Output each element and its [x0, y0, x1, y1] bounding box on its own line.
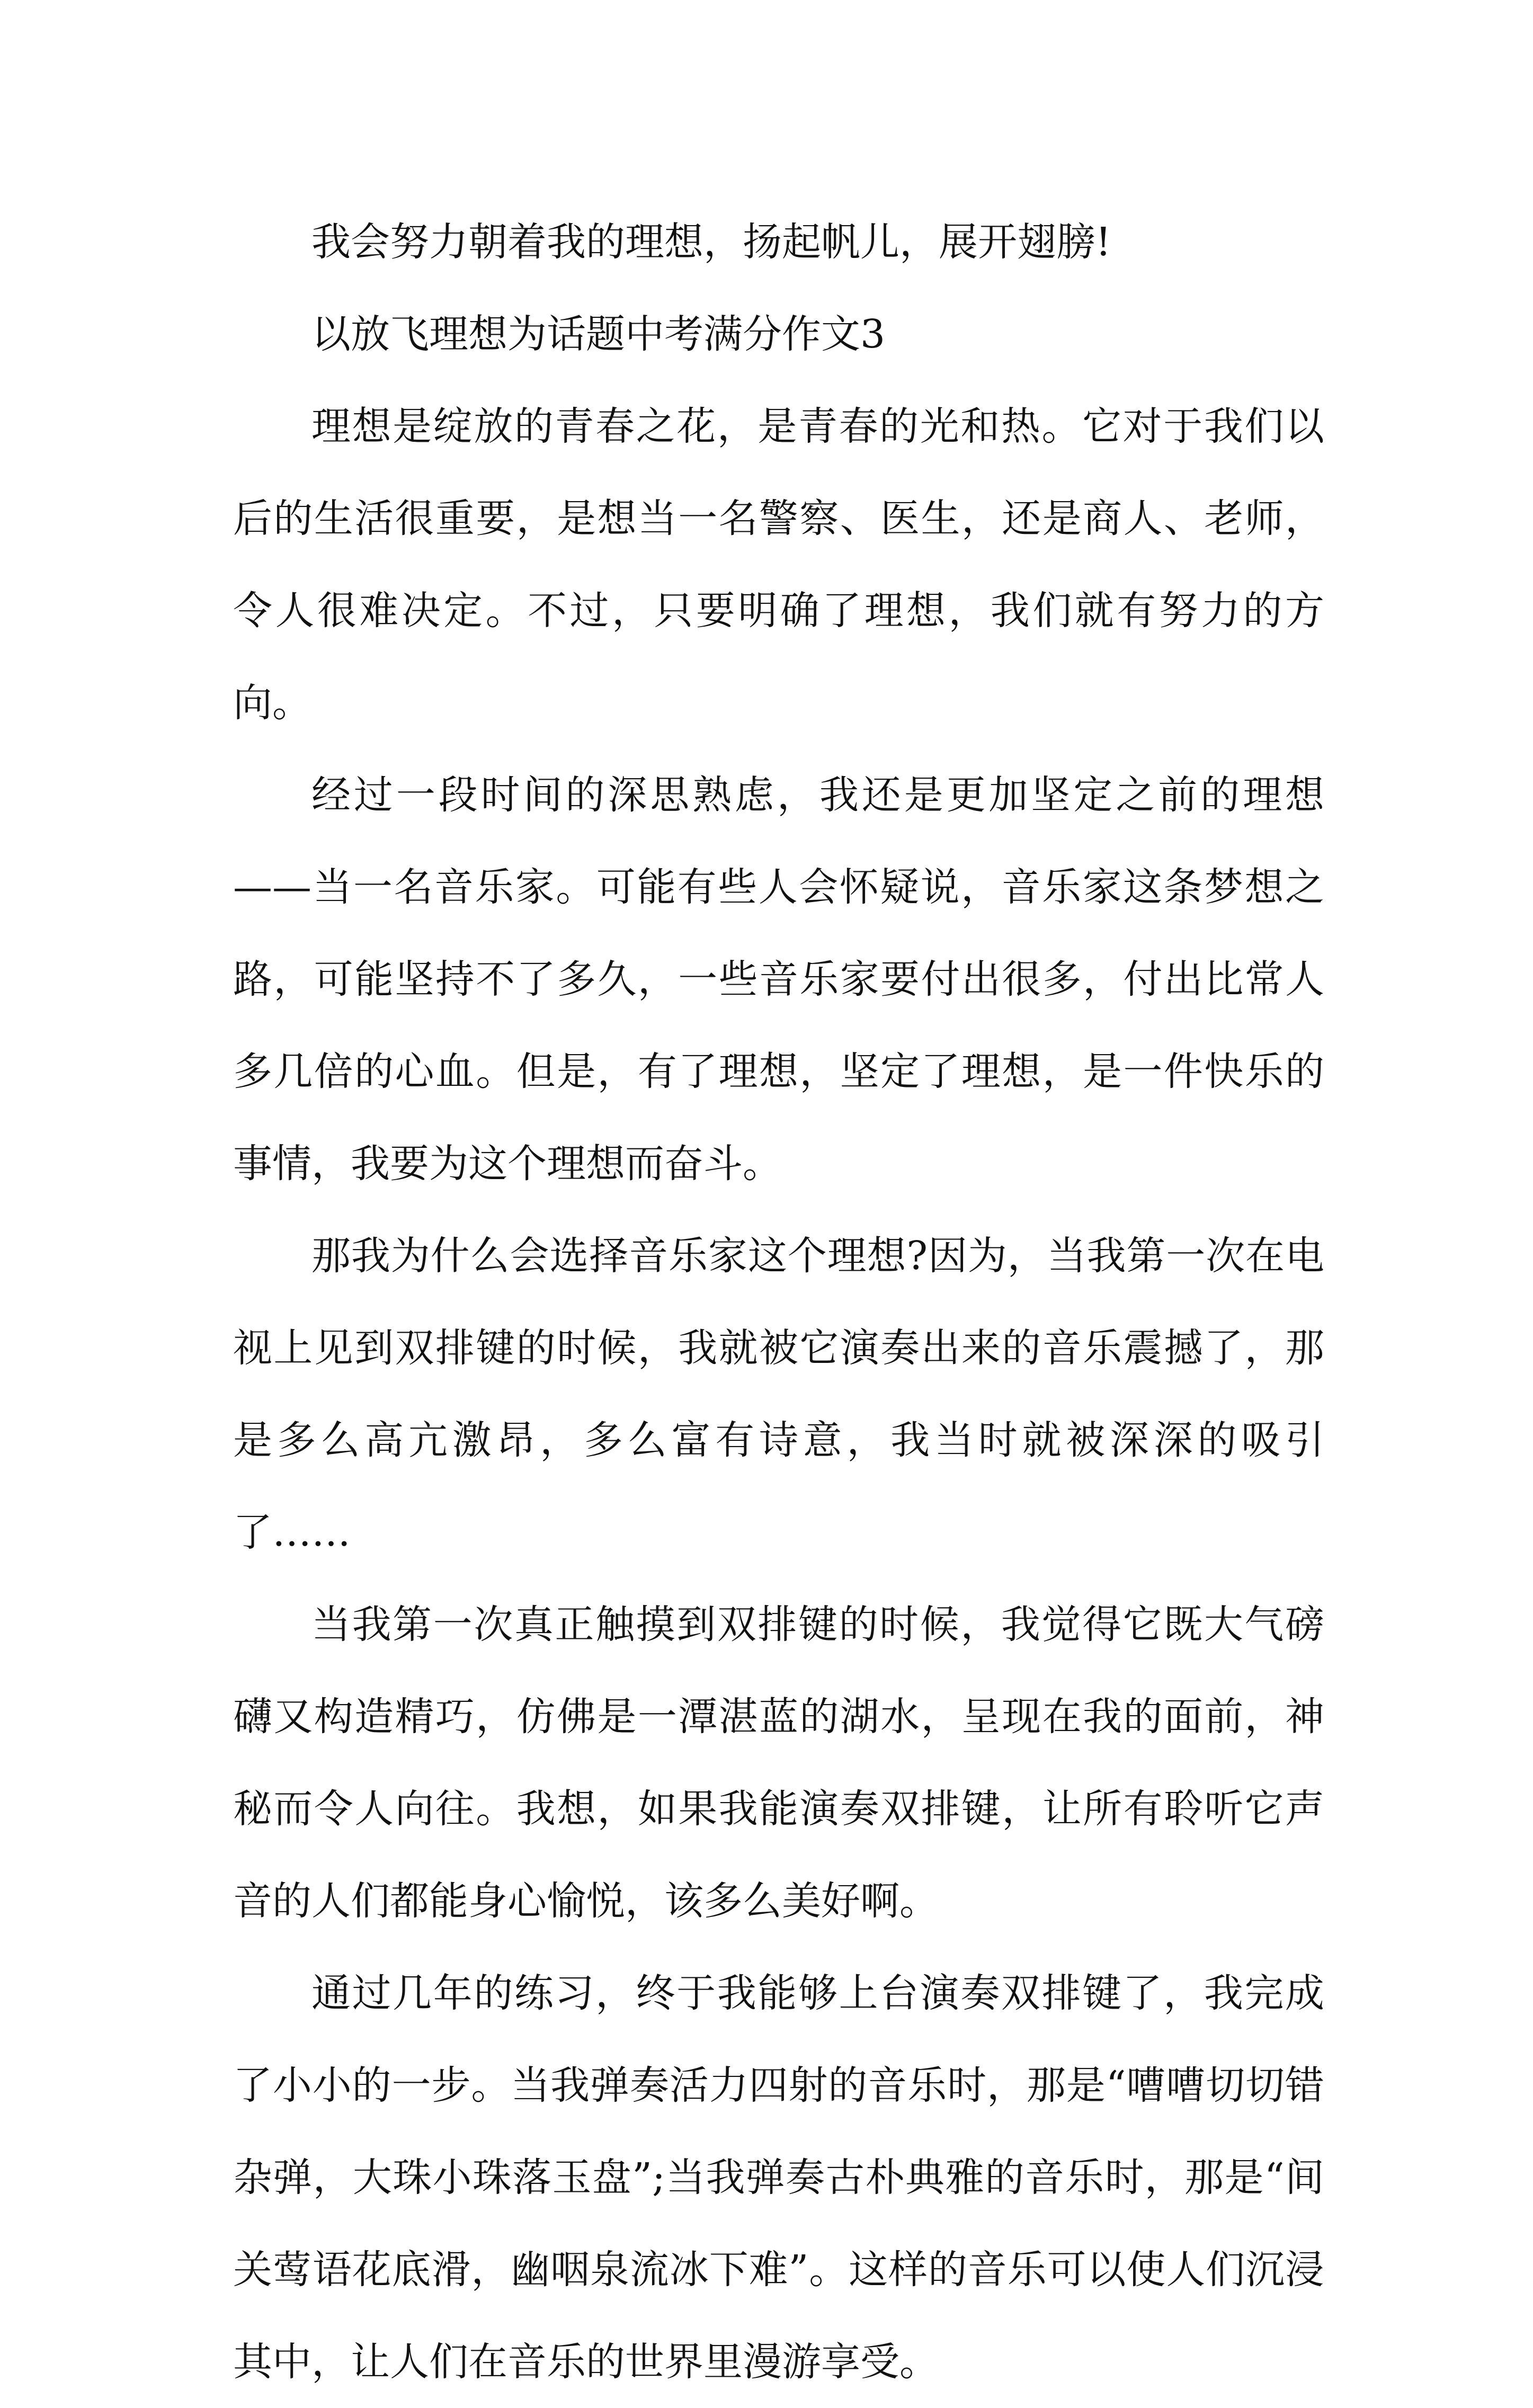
paragraph-5: 通过几年的练习，终于我能够上台演奏双排键了，我完成了小小的一步。当我弹奏活力四射的音乐时，那是“嘈嘈切切错杂弹，大珠小珠落玉盘”;当我弹奏古朴典雅的音乐时，那是“间关莺语花底滑，幽咽泉流冰下难”。这样的音乐可以使人们沉浸其中，让人们在音乐的世界里漫游享受。 — [233, 1970, 1324, 2385]
paragraph-2: 经过一段时间的深思熟虑，我还是更加坚定之前的理想——当一名音乐家。可能有些人会怀疑说，音乐家这条梦想之路，可能坚持不了多久，一些音乐家要付出很多，付出比常人多几倍的心血。但是，有了理想，坚定了理想，是一件快乐的事情，我要为这个理想而奋斗。 — [233, 772, 1324, 1187]
essay-title: 以放飞理想为话题中考满分作文3 — [311, 311, 886, 357]
paragraph-closing-line: 我会努力朝着我的理想，扬起帆儿，展开翅膀! — [311, 219, 1111, 265]
essay-body — [233, 196, 1324, 2408]
paragraph-4: 当我第一次真正触摸到双排键的时候，我觉得它既大气磅礴又构造精巧，仿佛是一潭湛蓝的湖水，呈现在我的面前，神秘而令人向往。我想，如果我能演奏双排键，让所有聆听它声音的人们都能身心愉悦，该多么美好啊。 — [233, 1602, 1324, 1924]
paragraph-3: 那我为什么会选择音乐家这个理想?因为，当我第一次在电视上见到双排键的时候，我就被它演奏出来的音乐震撼了，那是多么高亢激昂，多么富有诗意，我当时就被深深的吸引了…… — [233, 1233, 1324, 1555]
paragraph-1: 理想是绽放的青春之花，是青春的光和热。它对于我们以后的生活很重要，是想当一名警察、医生，还是商人、老师，令人很难决定。不过，只要明确了理想，我们就有努力的方向。 — [233, 404, 1324, 726]
